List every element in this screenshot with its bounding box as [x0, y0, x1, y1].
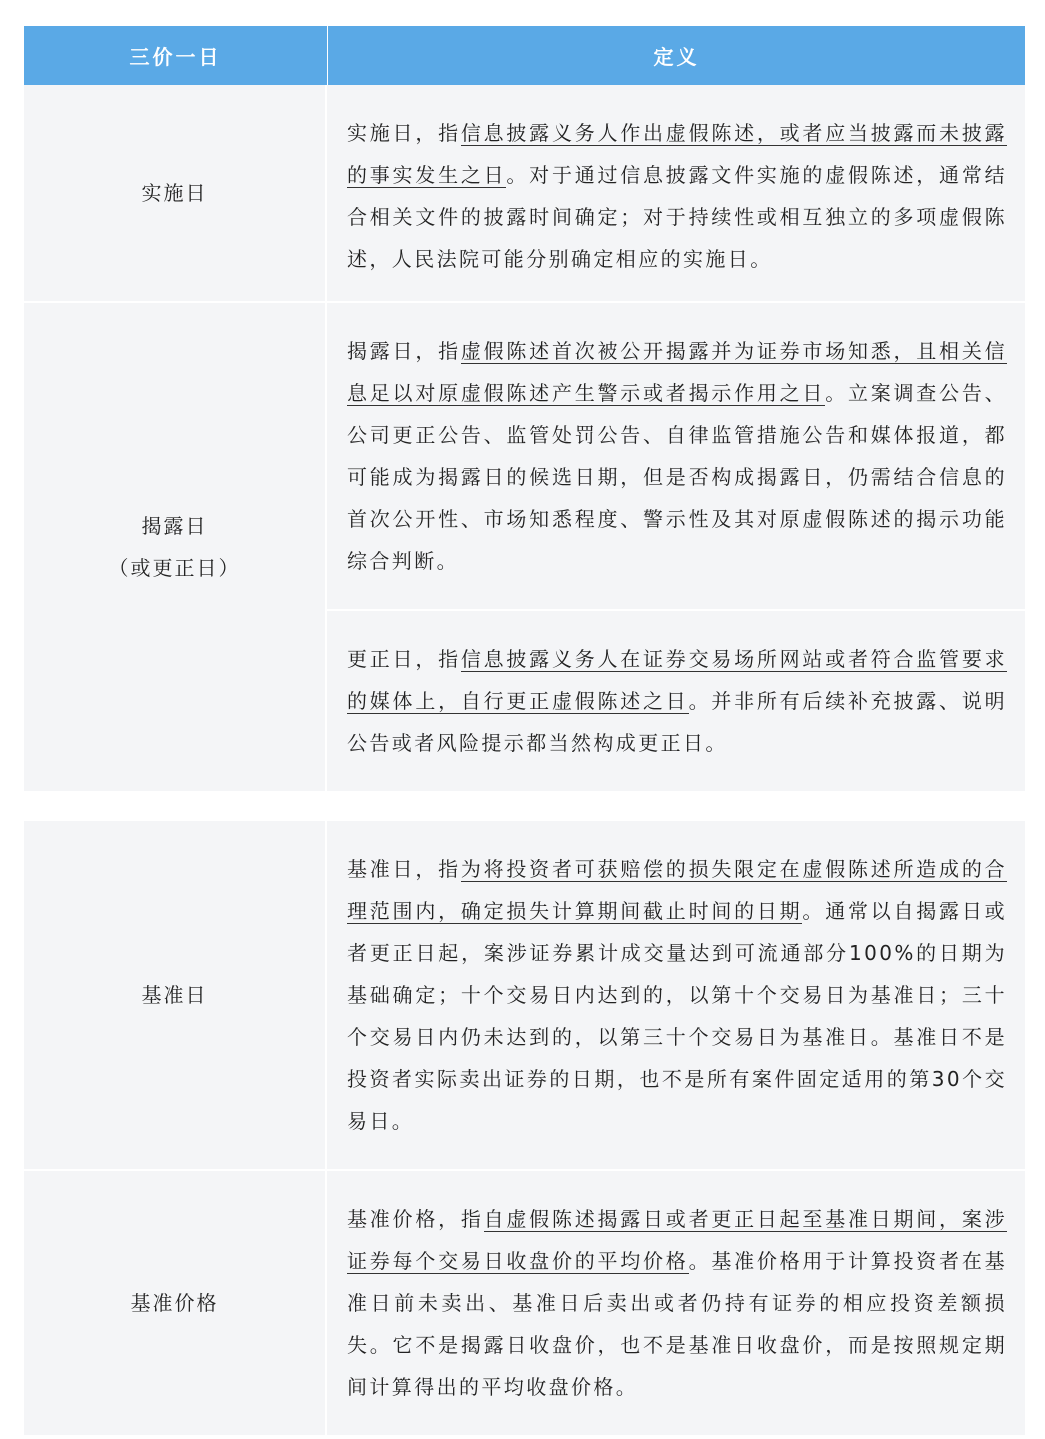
key-phrase: 自虚假陈述揭露日或者更正日起至基准日期间，案涉证券每个交易日收盘价的平均价格: [347, 1207, 1008, 1273]
definition-text: 基准价格，指自虚假陈述揭露日或者更正日起至基准日期间，案涉证券每个交易日收盘价的平均价格。基准价格用于计算投资者在基准日前未卖出、基准日后卖出或者仍持有证券的相应投资差额损失。它不是揭露日收盘价，也不是基准日收盘价，而是按照规定期间计算得出的平均收盘价格。: [347, 1207, 1008, 1399]
header-definition: 定义: [653, 45, 700, 69]
term-label: 基准日: [24, 821, 327, 1169]
definition-text: 实施日，指信息披露义务人作出虚假陈述，或者应当披露而未披露的事实发生之日。对于通过信息披露文件实施的虚假陈述，通常结合相关文件的披露时间确定；对于持续性或相互独立的多项虚假陈述，人民法院可能分别确定相应的实施日。: [347, 121, 1007, 271]
definitions-table: [24, 26, 1025, 1435]
table-row: [24, 301, 1025, 791]
term-label: 基准价格: [24, 1171, 327, 1435]
table-row: [24, 85, 1025, 301]
term-label: 揭露日 （或更正日）: [24, 303, 327, 791]
table-row: [24, 821, 1025, 1169]
key-phrase: 信息披露义务人在证券交易场所网站或者符合监管要求的媒体上，自行更正虚假陈述之日: [347, 647, 1007, 713]
section-gap: [24, 791, 1025, 821]
key-phrase: 虚假陈述首次被公开揭露并为证券市场知悉，且相关信息足以对原虚假陈述产生警示或者揭示作用之日: [347, 339, 1007, 405]
definition-text: 揭露日，指虚假陈述首次被公开揭露并为证券市场知悉，且相关信息足以对原虚假陈述产生警示或者揭示作用之日。立案调查公告、公司更正公告、监管处罚公告、自律监管措施公告和媒体报道，都可能成为揭露日的候选日期，但是否构成揭露日，仍需结合信息的首次公开性、市场知悉程度、警示性及其对原虚假陈述的揭示功能综合判断。: [347, 339, 1008, 573]
definition-text: 基准日，指为将投资者可获赔偿的损失限定在虚假陈述所造成的合理范围内，确定损失计算期间截止时间的日期。通常以自揭露日或者更正日起，案涉证券累计成交量达到可流通部分100%的日期为基础确定；十个交易日内达到的，以第十个交易日为基准日；三十个交易日内仍未达到的，以第三十个交易日为基准日。基准日不是投资者实际卖出证券的日期，也不是所有案件固定适用的第30个交易日。: [347, 857, 1007, 1133]
term-label: 实施日: [24, 85, 327, 301]
table-header: [24, 26, 1025, 85]
key-phrase: 为将投资者可获赔偿的损失限定在虚假陈述所造成的合理范围内，确定损失计算期间截止时间的日期: [347, 857, 1007, 923]
definition-text: 更正日，指信息披露义务人在证券交易场所网站或者符合监管要求的媒体上，自行更正虚假陈述之日。并非所有后续补充披露、说明公告或者风险提示都当然构成更正日。: [327, 609, 1025, 791]
key-phrase: 信息披露义务人作出虚假陈述，或者应当披露而未披露的事实发生之日: [347, 121, 1007, 187]
table-row: [24, 1169, 1025, 1435]
header-term: 三价一日: [24, 26, 328, 85]
